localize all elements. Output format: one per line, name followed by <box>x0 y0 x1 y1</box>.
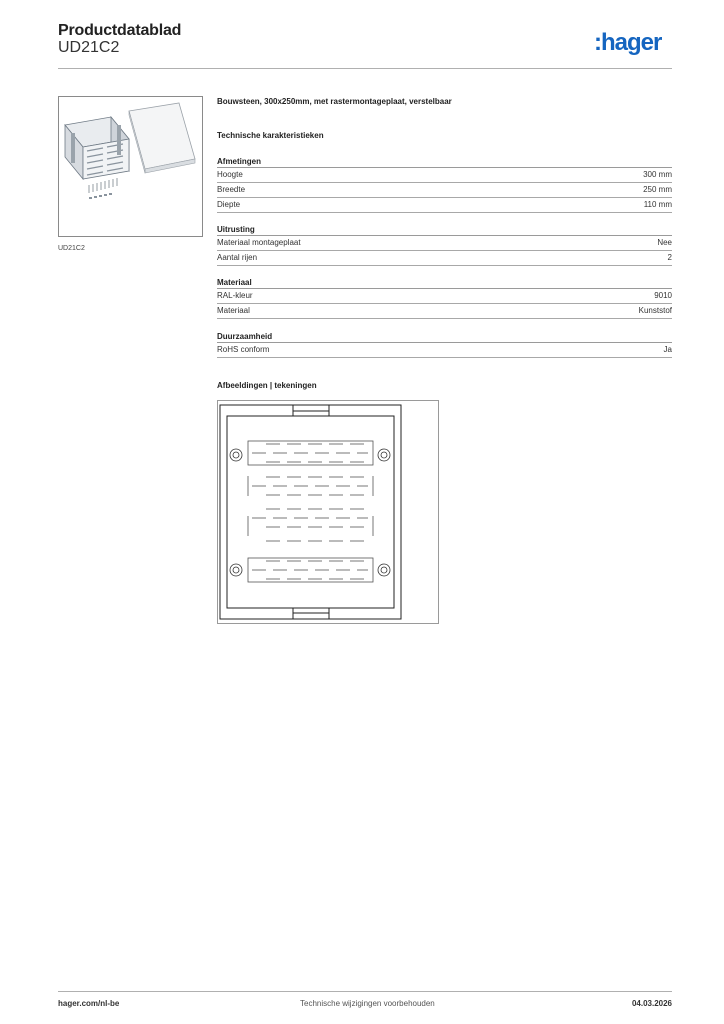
svg-text::hager: :hager <box>594 30 662 56</box>
spec-label: Materiaal montageplaat <box>217 238 301 247</box>
spec-group-title: Duurzaamheid <box>217 330 672 343</box>
footer-date: 04.03.2026 <box>631 999 672 1008</box>
spec-label: RoHS conform <box>217 345 270 354</box>
spec-row <box>217 304 672 319</box>
footer-notice: Technische wijzigingen voorbehouden <box>300 999 435 1008</box>
product-image <box>58 96 203 237</box>
spec-label: Materiaal <box>217 306 250 315</box>
spec-group-duurzaamheid <box>217 330 672 358</box>
spec-label: Aantal rijen <box>217 253 258 262</box>
spec-label: RAL-kleur <box>217 291 253 300</box>
spec-label: Breedte <box>217 185 246 194</box>
spec-value: Kunststof <box>638 306 672 315</box>
spec-label: Diepte <box>217 200 241 209</box>
spec-value: 300 mm <box>643 170 672 179</box>
technical-drawing <box>217 400 439 624</box>
spec-row <box>217 343 672 358</box>
spec-row <box>217 289 672 304</box>
spec-row <box>217 198 672 213</box>
page-title: Productdatablad <box>58 22 182 39</box>
spec-group-title: Afmetingen <box>217 155 672 168</box>
header-divider <box>58 68 672 69</box>
spec-value: 250 mm <box>643 185 672 194</box>
spec-row <box>217 251 672 266</box>
spec-label: Hoogte <box>217 170 243 179</box>
spec-group-afmetingen <box>217 155 672 213</box>
spec-value: 2 <box>667 253 672 262</box>
product-image-caption: UD21C2 <box>58 245 85 252</box>
spec-group-title: Uitrusting <box>217 223 672 236</box>
spec-group-materiaal <box>217 276 672 319</box>
spec-value: 110 mm <box>643 200 672 209</box>
spec-row <box>217 168 672 183</box>
product-code: UD21C2 <box>58 39 120 56</box>
spec-group-title: Materiaal <box>217 276 672 289</box>
hager-logo <box>594 30 674 56</box>
tech-characteristics-heading: Technische karakteristieken <box>217 131 324 140</box>
drawings-heading: Afbeeldingen | tekeningen <box>217 381 317 390</box>
product-description: Bouwsteen, 300x250mm, met rastermontageplaat, verstelbaar <box>217 97 452 106</box>
spec-group-uitrusting <box>217 223 672 266</box>
spec-value: Ja <box>663 345 672 354</box>
footer-divider <box>58 991 672 992</box>
footer-website-link[interactable]: hager.com/nl-be <box>58 999 120 1008</box>
spec-row <box>217 183 672 198</box>
spec-value: Nee <box>657 238 672 247</box>
spec-row <box>217 236 672 251</box>
spec-value: 9010 <box>654 291 672 300</box>
